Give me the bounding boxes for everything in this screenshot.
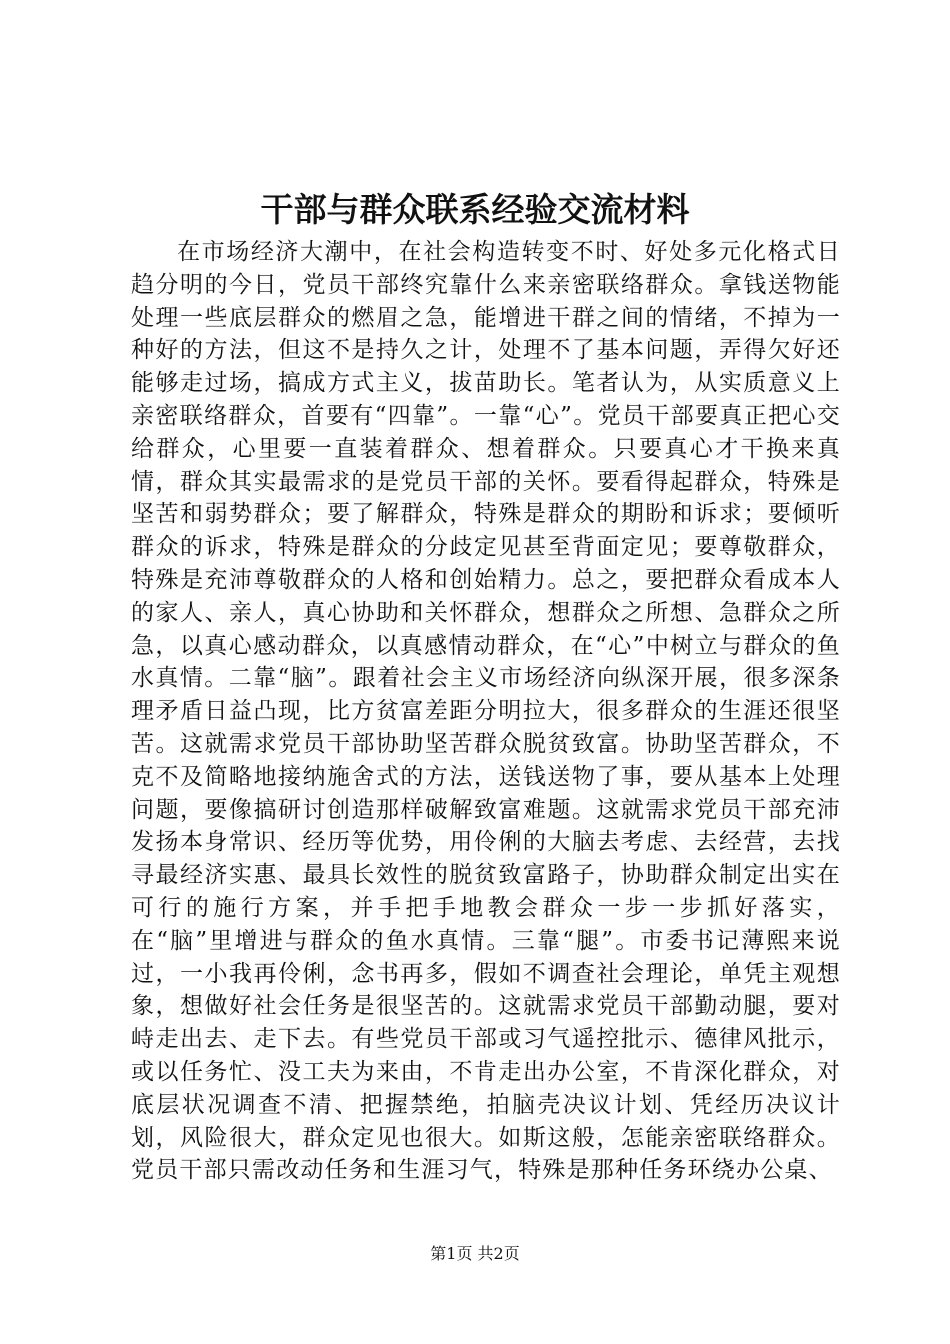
document-body-paragraph: 在市场经济大潮中，在社会构造转变不时、好处多元化格式日趋分明的今日，党员干部终究靠什么来亲密联络群众。拿钱送物能处理一些底层群众的燃眉之急，能增进干群之间的情绪，不掉为一种好的方法，但这不是持久之计，处理不了基本问题，弄得欠好还能够走过场，搞成方式主义，拔苗助长。笔者认为，从实质意义上亲密联络群众，首要有“四靠”。一靠“心”。党员干部要真正把心交给群众，心里要一直装着群众、想着群众。只要真心才干换来真情，群众其实最需求的是党员干部的关怀。要看得起群众，特殊是坚苦和弱势群众；要了解群众，特殊是群众的期盼和诉求；要倾听群众的诉求，特殊是群众的分歧定见甚至背面定见；要尊敬群众，特殊是充沛尊敬群众的人格和创始精力。总之，要把群众看成本人的家人、亲人，真心协助和关怀群众，想群众之所想、急群众之所急，以真心感动群众，以真感情动群众，在“心”中树立与群众的鱼水真情。二靠“脑”。跟着社会主义市场经济向纵深开展，很多深条理矛盾日益凸现，比方贫富差距分明拉大，很多群众的生涯还很坚苦。这就需求党员干部协助坚苦群众脱贫致富。协助坚苦群众，不克不及简略地接纳施舍式的方法，送钱送物了事，要从基本上处理问题，要像搞研讨创造那样破解致富难题。这就需求党员干部充沛发扬本身常识、经历等优势，用伶俐的大脑去考虑、去经营，去找寻最经济实惠、最具长效性的脱贫致富路子，协助群众制定出实在可行的施行方案，并手把手地教会群众一步一步抓好落实，在“脑”里增进与群众的鱼水真情。三靠“腿”。市委书记薄熙来说过，一小我再伶俐，念书再多，假如不调查社会理论，单凭主观想象，想做好社会任务是很坚苦的。这就需求党员干部勤动腿，要对峙走出去、走下去。有些党员干部或习气遥控批示、德律风批示，或以任务忙、没工夫为来由，不肯走出办公室，不肯深化群众，对底层状况调查不清、把握禁绝，拍脑壳决议计划、凭经历决议计划，风险很大，群众定见也很大。如斯这般，怎能亲密联络群众。党员干部只需改动任务和生涯习气，特殊是那种任务环绕办公桌、 <box>131 239 841 1184</box>
document-title: 干部与群众联系经验交流材料 <box>260 190 690 229</box>
page-number-footer: 第1页 共2页 <box>430 1244 520 1263</box>
